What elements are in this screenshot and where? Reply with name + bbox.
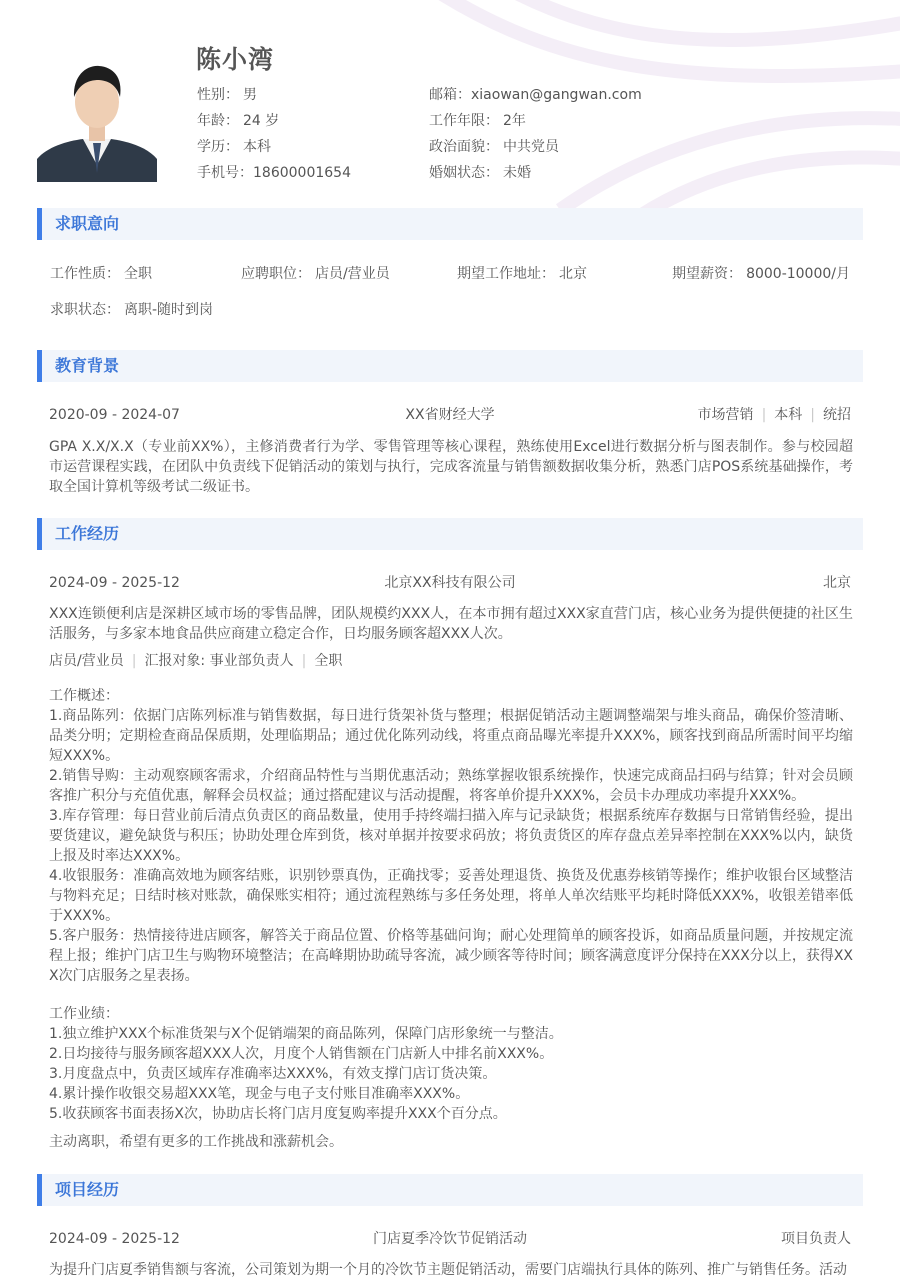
info-label: 性别： — [197, 87, 239, 103]
info-education — [197, 136, 271, 158]
section-accent-bar — [37, 208, 42, 240]
avatar-portrait — [37, 47, 157, 182]
project-name: 门店夏季冷饮节促销活动 — [373, 1231, 527, 1247]
work-leave-reason: 主动离职，希望有更多的工作挑战和涨薪机会。 — [49, 1134, 343, 1150]
info-value: 18600001654 — [253, 165, 351, 181]
education-meta — [698, 405, 851, 425]
work-position: 店员/营业员 — [49, 653, 124, 669]
work-overview-title: 工作概述： — [49, 688, 119, 704]
divider: | — [301, 653, 307, 669]
intention-status — [50, 300, 213, 320]
divider: | — [131, 653, 137, 669]
education-degree: 本科 — [774, 407, 803, 423]
info-label: 手机号： — [197, 165, 253, 181]
section-accent-bar — [37, 350, 42, 382]
info-value: 本科 — [243, 139, 271, 155]
work-achievements — [49, 1004, 853, 1124]
section-title: 项目经历 — [55, 1180, 120, 1199]
work-achievements-title: 工作业绩： — [49, 1006, 119, 1022]
candidate-name: 陈小湾 — [196, 45, 275, 74]
intention-label: 应聘职位： — [241, 266, 311, 282]
intention-value: 北京 — [559, 266, 587, 282]
info-gender — [197, 84, 257, 106]
intention-job-type — [50, 264, 152, 284]
info-label: 婚姻状态： — [429, 165, 499, 181]
work-overview — [49, 686, 853, 986]
intention-salary — [672, 264, 850, 284]
divider: | — [761, 407, 767, 423]
intention-value: 离职-随时到岗 — [124, 302, 214, 318]
work-city: 北京 — [823, 575, 851, 591]
work-achievement-item: 5.收获顾客书面表扬X次，协助店长将门店月度复购率提升XXX个百分点。 — [49, 1106, 507, 1122]
info-label: 工作年限： — [429, 113, 499, 129]
education-major: 市场营销 — [697, 407, 754, 423]
education-school: XX省财经大学 — [405, 407, 495, 423]
work-overview-item: 1.商品陈列：依据门店陈列标准与销售数据，每日进行货架补货与整理；根据促销活动主题调整端架与堆头商品，确保价签清晰、品类分明；定期检查商品保质期，处理临期品；通过优化陈列动线，将重点商品曝光率提升XXX%，顾客找到商品所需时间平均缩短XXX%。 — [49, 708, 853, 764]
work-report-to: 汇报对象: 事业部负责人 — [144, 653, 294, 669]
avatar — [37, 47, 157, 182]
work-company: 北京XX科技有限公司 — [384, 575, 516, 591]
intention-value: 全职 — [124, 266, 152, 282]
section-header-education — [37, 350, 863, 382]
work-overview-item: 5.客户服务：热情接待进店顾客，解答关于商品位置、价格等基础问询；耐心处理简单的顾客投诉，如商品质量问题，并按规定流程上报；维护门店卫生与购物环境整洁；在高峰期协助疏导客流，减少顾客等待时间；顾客满意度评分保持在XXX分以上，获得XXX次门店服务之星表扬。 — [49, 928, 853, 984]
intention-value: 8000-10000/月 — [746, 266, 850, 282]
education-type: 统招 — [823, 407, 851, 423]
section-accent-bar — [37, 518, 42, 550]
info-email — [429, 84, 642, 106]
work-period: 2024-09 - 2025-12 — [49, 575, 180, 591]
info-marital — [429, 162, 531, 184]
section-title: 求职意向 — [55, 214, 120, 233]
work-job-type: 全职 — [314, 653, 343, 669]
section-header-intention — [37, 208, 863, 240]
section-title: 教育背景 — [55, 356, 120, 375]
project-description: 为提升门店夏季销售额与客流，公司策划为期一个月的冷饮节主题促销活动，需要门店端执行具体的陈列、推广与销售任务。活动 — [49, 1262, 847, 1278]
info-age — [197, 110, 279, 132]
work-meta — [49, 651, 342, 671]
info-political — [429, 136, 559, 158]
info-years — [429, 110, 526, 132]
info-value: 中共党员 — [503, 139, 559, 155]
intention-location — [457, 264, 587, 284]
work-achievement-item: 1.独立维护XXX个标准货架与X个促销端架的商品陈列，保障门店形象统一与整洁。 — [49, 1026, 563, 1042]
intention-label: 期望薪资： — [672, 266, 743, 282]
info-value: 24 岁 — [243, 113, 280, 129]
section-header-project — [37, 1174, 863, 1206]
info-value: 2年 — [503, 113, 526, 129]
intention-value: 店员/营业员 — [315, 266, 390, 282]
work-company-intro: XXX连锁便利店是深耕区域市场的零售品牌，团队规模约XXX人，在本市拥有超过XXX家直营门店，核心业务为提供便捷的社区生活服务，与多家本地食品供应商建立稳定合作，日均服务顾客超XXX人次。 — [49, 606, 853, 642]
education-period: 2020-09 - 2024-07 — [49, 407, 180, 423]
intention-label: 工作性质： — [50, 266, 120, 282]
info-label: 年龄： — [197, 113, 239, 129]
section-accent-bar — [37, 1174, 42, 1206]
info-label: 政治面貌： — [429, 139, 499, 155]
intention-label: 求职状态： — [50, 302, 120, 318]
work-overview-item: 2.销售导购：主动观察顾客需求，介绍商品特性与当期优惠活动；熟练掌握收银系统操作，快速完成商品扫码与结算；针对会员顾客推广积分与充值优惠，解释会员权益；通过搭配建议与活动提醒，将客单价提升XXX%，会员卡办理成功率提升XXX%。 — [49, 768, 853, 804]
intention-position — [241, 264, 390, 284]
project-period: 2024-09 - 2025-12 — [49, 1231, 180, 1247]
info-phone — [197, 162, 351, 184]
info-value: 未婚 — [503, 165, 531, 181]
intention-label: 期望工作地址： — [457, 266, 555, 282]
education-description: GPA X.X/X.X（专业前XX%），主修消费者行为学、零售管理等核心课程，熟练使用Excel进行数据分析与图表制作。参与校园超市运营课程实践，在团队中负责线下促销活动的策划与执行，完成客流量与销售额数据收集分析，熟悉门店POS系统基础操作，考取全国计算机等级考试二级证书。 — [49, 439, 853, 495]
info-value: 男 — [243, 87, 257, 103]
project-role: 项目负责人 — [781, 1231, 851, 1247]
divider: | — [810, 407, 815, 423]
section-header-work — [37, 518, 863, 550]
work-achievement-item: 3.月度盘点中，负责区域库存准确率达XXX%，有效支撑门店订货决策。 — [49, 1066, 497, 1082]
info-value: xiaowan@gangwan.com — [471, 87, 642, 103]
info-label: 邮箱： — [429, 87, 471, 103]
work-overview-item: 4.收银服务：准确高效地为顾客结账，识别钞票真伪，正确找零；妥善处理退货、换货及优惠券核销等操作；维护收银台区域整洁与物料充足；日结时核对账款，确保账实相符；通过流程熟练与多任务处理，将单人单次结账平均耗时降低XXX%，收银差错率低于XXX%。 — [49, 868, 853, 924]
section-title: 工作经历 — [55, 524, 120, 543]
info-label: 学历： — [197, 139, 239, 155]
work-achievement-item: 2.日均接待与服务顾客超XXX人次，月度个人销售额在门店新人中排名前XXX%。 — [49, 1046, 554, 1062]
work-overview-item: 3.库存管理：每日营业前后清点负责区的商品数量，使用手持终端扫描入库与记录缺货；根据系统库存数据与日常销售经验，提出要货建议，避免缺货与积压；协助处理仓库到货，核对单据并按要求码放；将负责货区的库存盘点差异率控制在XXX%以内，缺货上报及时率达XXX%。 — [49, 808, 853, 864]
work-achievement-item: 4.累计操作收银交易超XXX笔，现金与电子支付账目准确率XXX%。 — [49, 1086, 470, 1102]
